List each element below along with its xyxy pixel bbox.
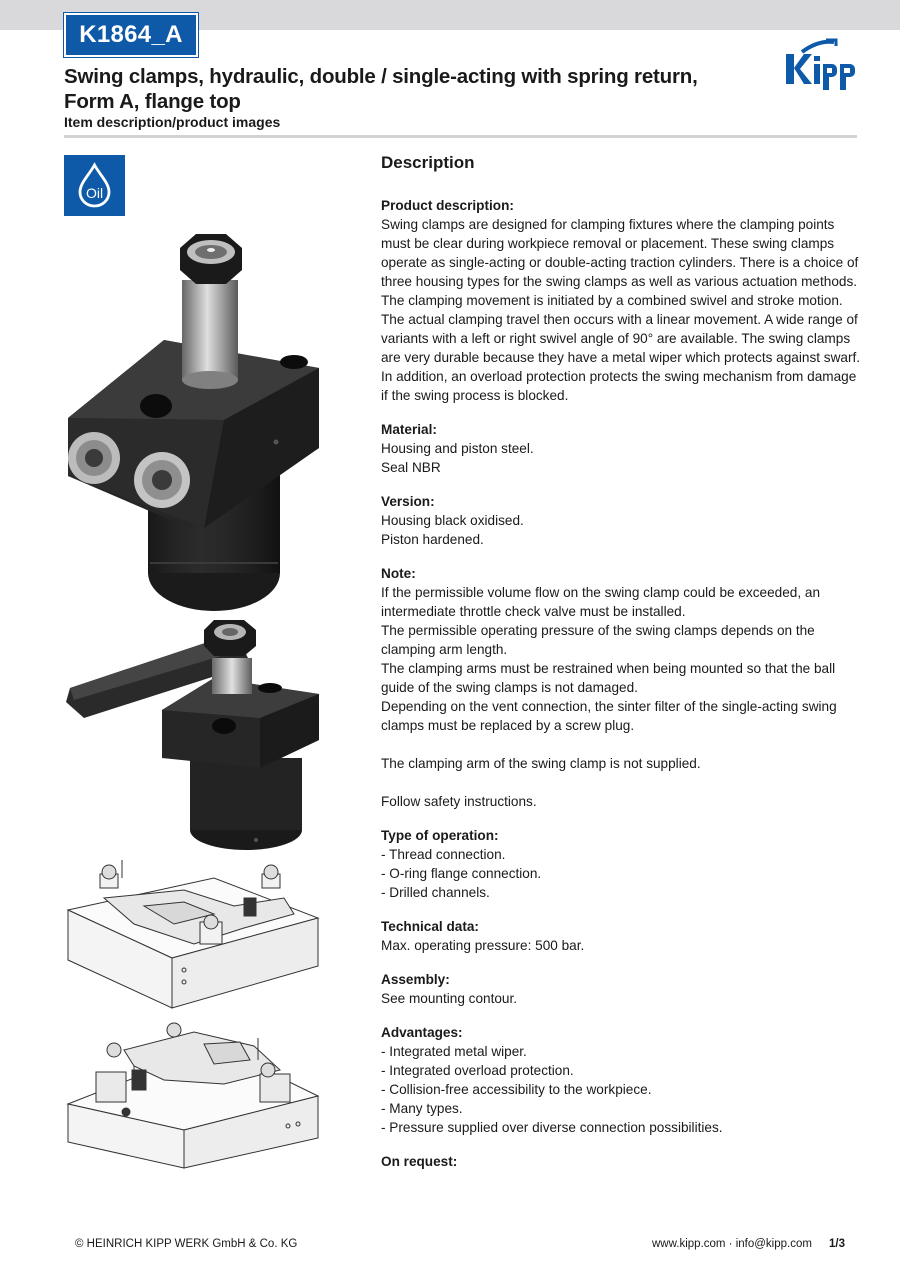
note-line: The clamping arms must be restrained when being mounted so that the ball guide of the swing clamps is not damaged. [381, 661, 836, 695]
page-subtitle: Item description/product images [64, 114, 281, 130]
kipp-logo [784, 38, 858, 92]
on-request-section [381, 1152, 861, 1171]
material-line: Seal NBR [381, 460, 441, 475]
note-extra: The clamping arm of the swing clamp is not supplied. [381, 756, 701, 771]
type-of-operation-line: - O-ring flange connection. [381, 866, 542, 881]
on-request-title: On request: [381, 1154, 458, 1169]
advantages-line: - Many types. [381, 1101, 463, 1116]
fixture-drawing-1 [64, 858, 322, 1013]
footer-copyright: © HEINRICH KIPP WERK GmbH & Co. KG [75, 1238, 298, 1250]
material-line: Housing and piston steel. [381, 441, 534, 456]
oil-badge-label: Oil [85, 185, 104, 201]
product-description-title: Product description: [381, 198, 514, 213]
material-title: Material: [381, 422, 437, 437]
material-section [381, 420, 861, 477]
note-title: Note: [381, 566, 416, 581]
description-column [381, 152, 861, 1186]
fixture-drawing-2 [64, 1020, 322, 1170]
oil-badge [64, 155, 125, 216]
advantages-line: - Integrated metal wiper. [381, 1044, 527, 1059]
footer-contact[interactable]: www.kipp.com · info@kipp.com [652, 1238, 812, 1250]
swing-clamp-with-arm-photo [64, 618, 322, 854]
note-extra: Follow safety instructions. [381, 794, 537, 809]
note-line: If the permissible volume flow on the swing clamp could be exceeded, an intermediate throttle check valve must be installed. [381, 585, 821, 619]
footer-page-number: 1/3 [829, 1238, 845, 1250]
version-section [381, 492, 861, 549]
page-title: Swing clamps, hydraulic, double / single-acting with spring return, Form A, flange top [64, 65, 698, 113]
advantages-line: - Pressure supplied over diverse connection possibilities. [381, 1120, 723, 1135]
description-heading: Description [381, 153, 475, 172]
type-of-operation-line: - Drilled channels. [381, 885, 490, 900]
type-of-operation-line: - Thread connection. [381, 847, 506, 862]
note-line: The permissible operating pressure of the swing clamps depends on the clamping arm length. [381, 623, 815, 657]
version-title: Version: [381, 494, 435, 509]
advantages-line: - Collision-free accessibility to the workpiece. [381, 1082, 652, 1097]
product-description-section [381, 196, 861, 405]
oil-drop-icon [64, 155, 125, 216]
note-section [381, 564, 861, 811]
product-description-text: Swing clamps are designed for clamping fixtures where the clamping points must be clear during workpiece removal or placement. These swing clamps operate as single-acting or double-acting traction cylinders. There is a choice of three housing types for the swing clamps as well as various actuation methods. The clamping movement is initiated by a combined swivel and stroke motion. The actual clamping travel then occurs with a linear movement. A wide range of variants with a left or right swivel angle of 90° are available. The swing clamps are very durable because they have a metal wiper which protects against swarf. In addition, an overload protection protects the swing mechanism from damage if the swing process is blocked. [381, 217, 861, 403]
advantages-title: Advantages: [381, 1025, 463, 1040]
advantages-line: - Integrated overload protection. [381, 1063, 574, 1078]
type-of-operation-section [381, 826, 861, 902]
technical-data-title: Technical data: [381, 919, 479, 934]
advantages-section [381, 1023, 861, 1137]
item-code-tab: K1864_A [64, 13, 198, 57]
assembly-line: See mounting contour. [381, 991, 518, 1006]
technical-data-section [381, 917, 861, 955]
version-line: Housing black oxidised. [381, 513, 524, 528]
type-of-operation-title: Type of operation: [381, 828, 499, 843]
version-line: Piston hardened. [381, 532, 484, 547]
swing-clamp-photo [64, 228, 322, 618]
assembly-section [381, 970, 861, 1008]
assembly-title: Assembly: [381, 972, 450, 987]
technical-data-line: Max. operating pressure: 500 bar. [381, 938, 585, 953]
header-divider [64, 135, 857, 138]
note-line: Depending on the vent connection, the sinter filter of the single-acting swing clamps must be replaced by a screw plug. [381, 699, 837, 733]
